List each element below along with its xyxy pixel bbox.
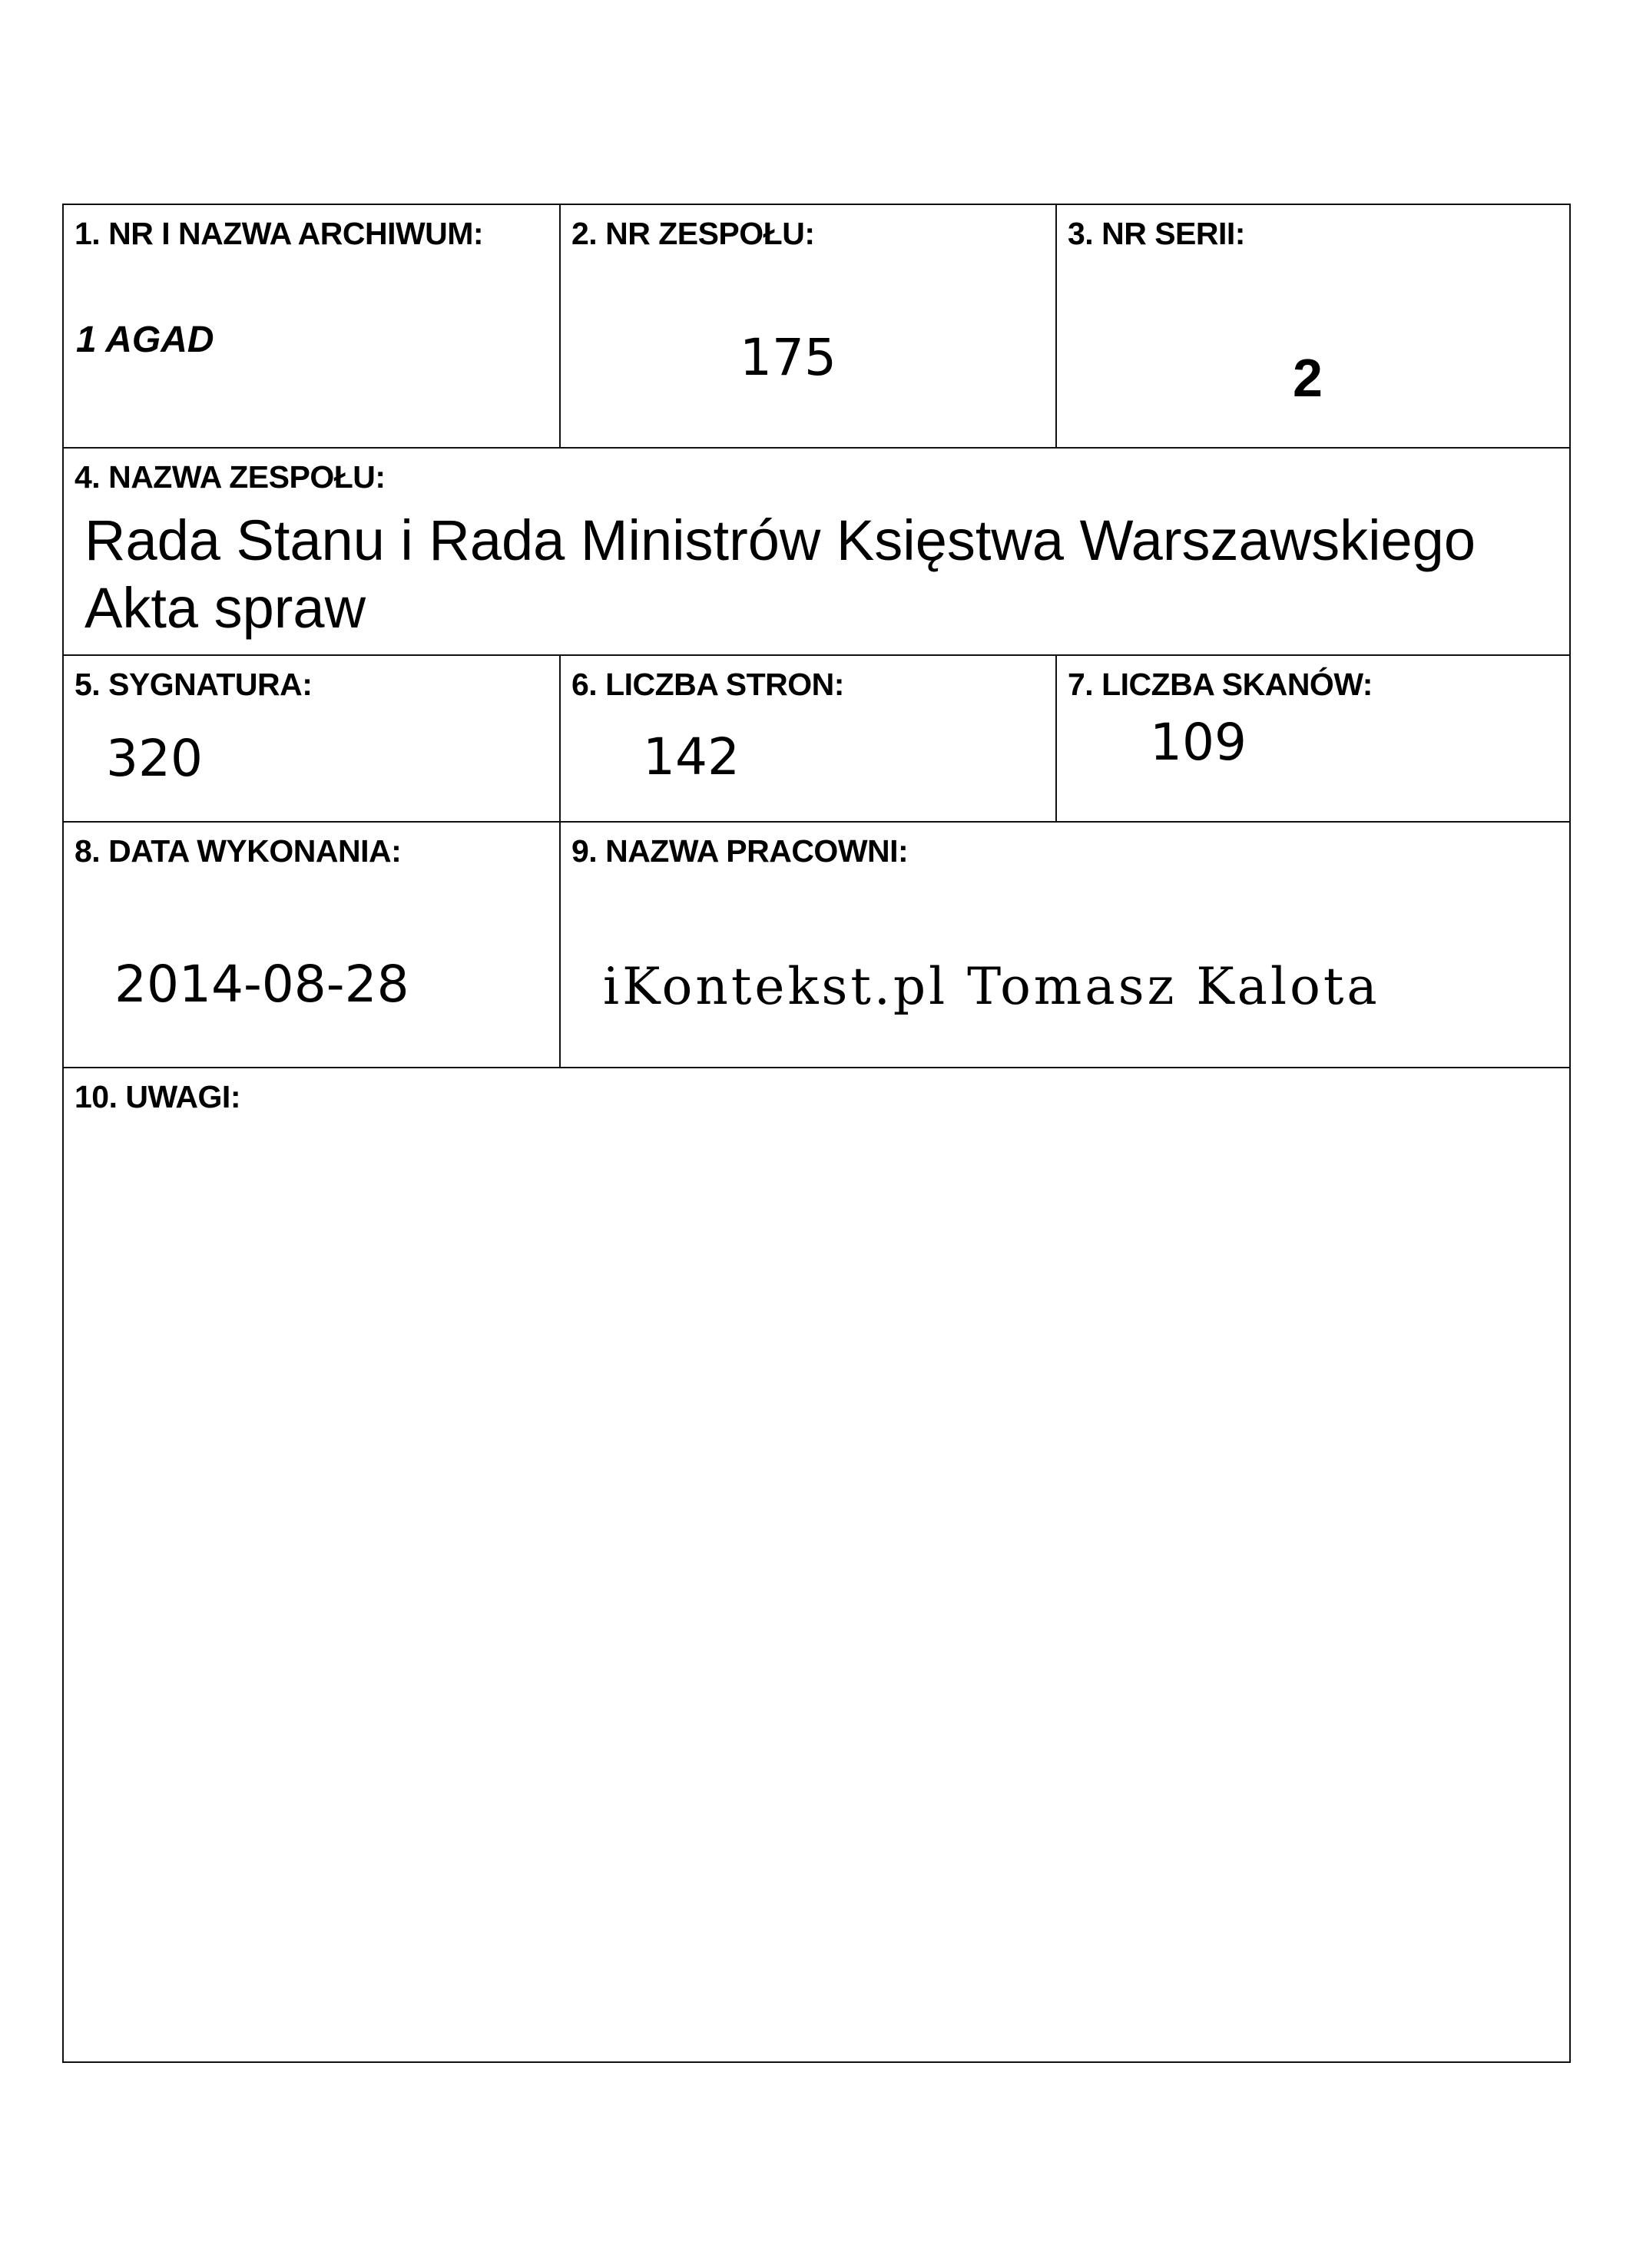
archive-value: 1 AGAD <box>76 320 214 360</box>
page-count-cell <box>559 654 1057 823</box>
series-number-value: 2 <box>1293 348 1323 408</box>
workshop-cell <box>559 821 1571 1068</box>
workshop-value: iKontekst.pl Tomasz Kalota <box>603 957 1380 1016</box>
notes-label: 10. UWAGI: <box>75 1079 240 1114</box>
series-number-label: 3. NR SERII: <box>1068 216 1245 251</box>
series-number-cell <box>1055 204 1571 449</box>
page-count-value: 142 <box>643 727 740 786</box>
date-label: 8. DATA WYKONANIA: <box>75 833 402 869</box>
signature-value: 320 <box>106 729 203 788</box>
page-count-label: 6. LICZBA STRON: <box>571 667 844 702</box>
signature-label: 5. SYGNATURA: <box>75 667 313 702</box>
fond-number-label: 2. NR ZESPOŁU: <box>571 216 815 251</box>
archive-label: 1. NR I NAZWA ARCHIWUM: <box>75 216 484 251</box>
fond-number-cell <box>559 204 1057 449</box>
fond-name-line2: Akta spraw <box>84 576 366 640</box>
date-cell <box>62 821 561 1068</box>
scan-count-cell <box>1055 654 1571 823</box>
workshop-label: 9. NAZWA PRACOWNI: <box>571 833 909 869</box>
fond-name-label: 4. NAZWA ZESPOŁU: <box>75 459 386 495</box>
signature-cell <box>62 654 561 823</box>
archive-cell <box>62 204 561 449</box>
fond-name-cell <box>62 447 1571 656</box>
scan-count-value: 109 <box>1150 713 1247 772</box>
fond-name-line1: Rada Stanu i Rada Ministrów Księstwa Warszawskiego <box>84 508 1476 572</box>
fond-number-value: 175 <box>740 328 836 387</box>
date-value: 2014-08-28 <box>114 955 409 1014</box>
notes-cell <box>62 1067 1571 2063</box>
scan-count-label: 7. LICZBA SKANÓW: <box>1068 667 1373 702</box>
